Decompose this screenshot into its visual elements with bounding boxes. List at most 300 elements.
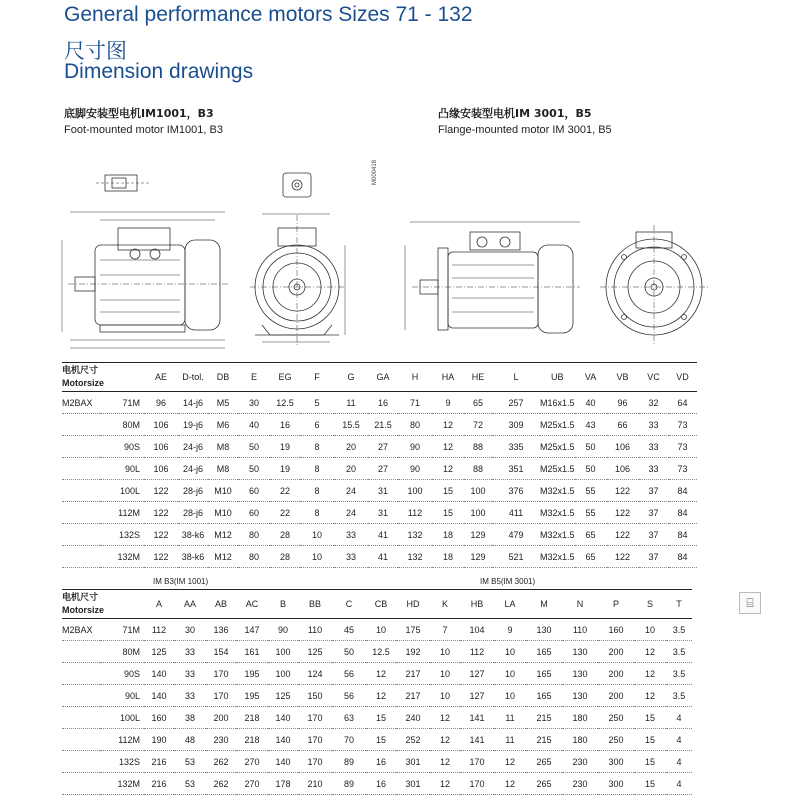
- column-header: T: [666, 590, 692, 619]
- table-cell: 110: [562, 619, 598, 641]
- column-header: LA: [494, 590, 526, 619]
- table-cell: 129: [464, 546, 492, 568]
- size-cell: 80M: [100, 414, 144, 436]
- table-cell: 3.5: [666, 685, 692, 707]
- dimension-table-1: [62, 362, 697, 568]
- table-cell: 16: [270, 414, 300, 436]
- table-cell: 125: [268, 685, 298, 707]
- table-cell: 216: [144, 773, 174, 795]
- table-cell: 150: [298, 685, 332, 707]
- table-row: [62, 546, 697, 568]
- table-cell: 122: [607, 524, 639, 546]
- table-row: [62, 502, 697, 524]
- table-cell: 230: [206, 729, 236, 751]
- table-cell: 521: [492, 546, 540, 568]
- table-cell: 16: [366, 751, 396, 773]
- table-cell: 122: [144, 524, 178, 546]
- column-header: HA: [432, 363, 464, 392]
- table-cell: 215: [526, 707, 562, 729]
- dimension-table-2: [62, 589, 692, 795]
- table-cell: 96: [144, 392, 178, 414]
- column-header: S: [634, 590, 666, 619]
- scan-icon-button[interactable]: ⌸: [739, 592, 761, 614]
- table-cell: 3.5: [666, 663, 692, 685]
- table-cell: 16: [366, 773, 396, 795]
- table-cell: 33: [334, 546, 368, 568]
- table-row: [62, 392, 697, 414]
- table-cell: 122: [607, 546, 639, 568]
- table-cell: 65: [575, 524, 607, 546]
- table-cell: 55: [575, 502, 607, 524]
- series-cell: [62, 414, 100, 436]
- table-cell: 28: [270, 546, 300, 568]
- table-cell: 270: [236, 751, 268, 773]
- table-cell: 38-k6: [178, 524, 208, 546]
- table-cell: 200: [598, 641, 634, 663]
- table-cell: 63: [332, 707, 366, 729]
- table-cell: 10: [430, 641, 460, 663]
- column-header: VC: [639, 363, 669, 392]
- table-cell: 165: [526, 641, 562, 663]
- column-header: HB: [460, 590, 494, 619]
- table-header-row: [62, 590, 692, 619]
- table-cell: 104: [460, 619, 494, 641]
- table-cell: 30: [238, 392, 270, 414]
- table-cell: 170: [298, 707, 332, 729]
- column-header: AA: [174, 590, 206, 619]
- table-cell: 84: [669, 502, 697, 524]
- size-cell: 90L: [100, 458, 144, 480]
- table-cell: 240: [396, 707, 430, 729]
- table-cell: 100: [464, 502, 492, 524]
- table-cell: 140: [144, 663, 174, 685]
- table-cell: 250: [598, 707, 634, 729]
- table-cell: 18: [432, 524, 464, 546]
- table-cell: 301: [396, 773, 430, 795]
- column-header: N: [562, 590, 598, 619]
- table-cell: 14-j6: [178, 392, 208, 414]
- foot-caption-zh: 底脚安装型电机IM1001，B3: [64, 107, 214, 120]
- drawing-code: M000418: [372, 159, 378, 185]
- table-cell: 90: [398, 458, 432, 480]
- table-cell: 10: [494, 641, 526, 663]
- table-cell: 11: [494, 707, 526, 729]
- table-cell: 45: [332, 619, 366, 641]
- column-header: L: [492, 363, 540, 392]
- table-cell: 170: [298, 729, 332, 751]
- table-cell: 15: [366, 707, 396, 729]
- table-cell: M16x1.5: [540, 392, 575, 414]
- series-cell: [62, 458, 100, 480]
- table-cell: 147: [236, 619, 268, 641]
- table-cell: 41: [368, 546, 398, 568]
- size-cell: 132M: [100, 546, 144, 568]
- size-cell: 90L: [100, 685, 144, 707]
- table-cell: 165: [526, 663, 562, 685]
- table-cell: 65: [575, 546, 607, 568]
- table-cell: 141: [460, 729, 494, 751]
- table-row: [62, 480, 697, 502]
- size-cell: 132S: [100, 751, 144, 773]
- table-cell: 4: [666, 707, 692, 729]
- table-cell: 170: [206, 685, 236, 707]
- table-cell: 48: [174, 729, 206, 751]
- table-cell: 100: [464, 480, 492, 502]
- table-cell: M32x1.5: [540, 502, 575, 524]
- series-cell: [62, 729, 100, 751]
- table-cell: M32x1.5: [540, 524, 575, 546]
- table-cell: 19: [270, 436, 300, 458]
- series-cell: [62, 480, 100, 502]
- table-cell: 60: [238, 480, 270, 502]
- motorsize-header-en: Motorsize: [62, 378, 105, 388]
- table-cell: 10: [366, 619, 396, 641]
- table-cell: 160: [144, 707, 174, 729]
- foot-motor-front-view: [250, 214, 345, 345]
- table-cell: 33: [639, 436, 669, 458]
- table-cell: 106: [607, 436, 639, 458]
- table-cell: 309: [492, 414, 540, 436]
- table-cell: 12: [430, 773, 460, 795]
- series-cell: [62, 502, 100, 524]
- table-cell: 12: [430, 707, 460, 729]
- table-cell: 12.5: [366, 641, 396, 663]
- table-cell: 28-j6: [178, 480, 208, 502]
- table-cell: 170: [460, 773, 494, 795]
- table-cell: M25x1.5: [540, 458, 575, 480]
- table-cell: 100: [268, 641, 298, 663]
- table-cell: 250: [598, 729, 634, 751]
- size-cell: 80M: [100, 641, 144, 663]
- table-cell: 15: [432, 480, 464, 502]
- series-cell: M2BAX: [62, 619, 100, 641]
- size-cell: 132M: [100, 773, 144, 795]
- motorsize-header: [62, 590, 144, 619]
- table-cell: 90: [398, 436, 432, 458]
- table-cell: 33: [174, 685, 206, 707]
- table-cell: 15: [634, 773, 666, 795]
- flange-caption-en: Flange-mounted motor IM 3001, B5: [438, 124, 612, 136]
- table-cell: 165: [526, 685, 562, 707]
- column-header: B: [268, 590, 298, 619]
- table-cell: 140: [268, 751, 298, 773]
- table-cell: 28-j6: [178, 502, 208, 524]
- table-row: [62, 685, 692, 707]
- column-header: G: [334, 363, 368, 392]
- table-cell: 33: [174, 641, 206, 663]
- table-cell: 252: [396, 729, 430, 751]
- table-cell: 376: [492, 480, 540, 502]
- table-cell: M25x1.5: [540, 414, 575, 436]
- table-cell: 15.5: [334, 414, 368, 436]
- table-cell: 56: [332, 685, 366, 707]
- table-cell: 200: [598, 685, 634, 707]
- table-cell: 479: [492, 524, 540, 546]
- table-cell: 301: [396, 751, 430, 773]
- table-cell: 195: [236, 663, 268, 685]
- table-cell: 27: [368, 458, 398, 480]
- column-header: BB: [298, 590, 332, 619]
- table-row: [62, 641, 692, 663]
- table-cell: 37: [639, 546, 669, 568]
- table-row: [62, 414, 697, 436]
- table-cell: 112: [144, 619, 174, 641]
- column-header: P: [598, 590, 634, 619]
- series-cell: [62, 641, 100, 663]
- table-cell: 24: [334, 480, 368, 502]
- table-cell: 50: [575, 458, 607, 480]
- table-cell: 106: [607, 458, 639, 480]
- table-cell: 19: [270, 458, 300, 480]
- table-cell: 33: [639, 458, 669, 480]
- table-cell: M32x1.5: [540, 546, 575, 568]
- table-cell: 154: [206, 641, 236, 663]
- series-cell: [62, 663, 100, 685]
- table-cell: 24-j6: [178, 436, 208, 458]
- table-cell: 4: [666, 773, 692, 795]
- flange-motor-front-view: [600, 225, 708, 345]
- table-cell: 12: [634, 641, 666, 663]
- table-cell: 80: [238, 546, 270, 568]
- column-header: GA: [368, 363, 398, 392]
- table-cell: 106: [144, 414, 178, 436]
- table-cell: 3.5: [666, 641, 692, 663]
- table-cell: 38: [174, 707, 206, 729]
- column-header: VD: [669, 363, 697, 392]
- table-cell: 100: [268, 663, 298, 685]
- table-cell: 300: [598, 773, 634, 795]
- table-cell: 50: [332, 641, 366, 663]
- dimension-drawings: [0, 0, 800, 360]
- table-cell: 12: [634, 685, 666, 707]
- table-cell: 33: [639, 414, 669, 436]
- series-cell: [62, 707, 100, 729]
- table-cell: 200: [598, 663, 634, 685]
- table-cell: 66: [607, 414, 639, 436]
- table-cell: 140: [268, 707, 298, 729]
- table-cell: 20: [334, 436, 368, 458]
- motorsize-header-zh: 电机尺寸: [62, 366, 99, 376]
- table-cell: 72: [464, 414, 492, 436]
- series-cell: [62, 546, 100, 568]
- table-cell: 31: [368, 480, 398, 502]
- table-cell: 12: [430, 751, 460, 773]
- table-cell: M6: [208, 414, 238, 436]
- table-cell: 88: [464, 458, 492, 480]
- table-cell: M12: [208, 546, 238, 568]
- table-cell: 12: [634, 663, 666, 685]
- table-cell: 192: [396, 641, 430, 663]
- table-cell: 127: [460, 685, 494, 707]
- table-cell: 32: [639, 392, 669, 414]
- table-cell: 80: [238, 524, 270, 546]
- table-cell: 10: [634, 619, 666, 641]
- table-cell: 50: [238, 436, 270, 458]
- group-label-b3: IM B3(IM 1001): [153, 577, 209, 586]
- table-cell: 88: [464, 436, 492, 458]
- table-row: [62, 524, 697, 546]
- table-cell: 170: [298, 751, 332, 773]
- table-cell: 180: [562, 707, 598, 729]
- column-header: VB: [607, 363, 639, 392]
- table-cell: 216: [144, 751, 174, 773]
- table-cell: 12.5: [270, 392, 300, 414]
- table-cell: 218: [236, 729, 268, 751]
- table-cell: 20: [334, 458, 368, 480]
- series-cell: [62, 751, 100, 773]
- column-header: F: [300, 363, 334, 392]
- table-cell: 170: [206, 663, 236, 685]
- table-cell: 24-j6: [178, 458, 208, 480]
- table-cell: 18: [432, 546, 464, 568]
- table-cell: 9: [494, 619, 526, 641]
- series-cell: [62, 685, 100, 707]
- column-header: UB: [540, 363, 575, 392]
- foot-caption-en: Foot-mounted motor IM1001, B3: [64, 124, 223, 136]
- table-cell: 122: [144, 546, 178, 568]
- table-cell: 10: [494, 663, 526, 685]
- table-cell: 12: [432, 436, 464, 458]
- table-cell: 112: [398, 502, 432, 524]
- table-cell: 11: [494, 729, 526, 751]
- page-subtitle: Dimension drawings: [64, 60, 254, 83]
- table-cell: M25x1.5: [540, 436, 575, 458]
- table-cell: 132: [398, 546, 432, 568]
- table-cell: 230: [562, 773, 598, 795]
- size-cell: 100L: [100, 480, 144, 502]
- table-cell: 31: [368, 502, 398, 524]
- size-cell: 71M: [100, 392, 144, 414]
- table-cell: 257: [492, 392, 540, 414]
- table-cell: 132: [398, 524, 432, 546]
- table-cell: 60: [238, 502, 270, 524]
- column-header: C: [332, 590, 366, 619]
- table-cell: M8: [208, 436, 238, 458]
- table-cell: 84: [669, 480, 697, 502]
- table-cell: M8: [208, 458, 238, 480]
- foot-motor-side-view: [62, 212, 230, 348]
- table-cell: 21.5: [368, 414, 398, 436]
- table-cell: 40: [238, 414, 270, 436]
- table-cell: 27: [368, 436, 398, 458]
- table-cell: 28: [270, 524, 300, 546]
- table-cell: 22: [270, 502, 300, 524]
- table-cell: 262: [206, 773, 236, 795]
- table-cell: 15: [634, 707, 666, 729]
- table-cell: 262: [206, 751, 236, 773]
- table-cell: 84: [669, 524, 697, 546]
- table-cell: 130: [562, 685, 598, 707]
- table-cell: 129: [464, 524, 492, 546]
- column-header: E: [238, 363, 270, 392]
- table-row: [62, 729, 692, 751]
- table-cell: 122: [607, 480, 639, 502]
- table-cell: 10: [430, 663, 460, 685]
- table-cell: 141: [460, 707, 494, 729]
- table-cell: 70: [332, 729, 366, 751]
- table-cell: 10: [300, 546, 334, 568]
- table-cell: 15: [366, 729, 396, 751]
- table-cell: 335: [492, 436, 540, 458]
- series-cell: [62, 524, 100, 546]
- table-cell: 73: [669, 414, 697, 436]
- table-cell: 38-k6: [178, 546, 208, 568]
- table-cell: 96: [607, 392, 639, 414]
- table-cell: 55: [575, 480, 607, 502]
- table-row: [62, 619, 692, 641]
- table-cell: 53: [174, 773, 206, 795]
- column-header: AB: [206, 590, 236, 619]
- table-cell: 12: [494, 751, 526, 773]
- table-cell: 106: [144, 458, 178, 480]
- table-row: [62, 663, 692, 685]
- table-cell: 140: [268, 729, 298, 751]
- column-header: HD: [396, 590, 430, 619]
- table-cell: 217: [396, 685, 430, 707]
- column-header: AE: [144, 363, 178, 392]
- table-cell: 8: [300, 480, 334, 502]
- table-cell: 80: [398, 414, 432, 436]
- table-cell: 218: [236, 707, 268, 729]
- table-cell: 161: [236, 641, 268, 663]
- terminal-box-detail: [283, 173, 311, 197]
- table-cell: 195: [236, 685, 268, 707]
- table-cell: 170: [460, 751, 494, 773]
- table-row: [62, 773, 692, 795]
- table-cell: 270: [236, 773, 268, 795]
- table-cell: 50: [575, 436, 607, 458]
- table-cell: 215: [526, 729, 562, 751]
- column-header: EG: [270, 363, 300, 392]
- table-cell: 56: [332, 663, 366, 685]
- size-cell: 112M: [100, 729, 144, 751]
- table-cell: 12: [366, 685, 396, 707]
- motorsize-header-zh: 电机尺寸: [62, 593, 99, 603]
- table-cell: 12: [494, 773, 526, 795]
- table-cell: 30: [174, 619, 206, 641]
- table-cell: 190: [144, 729, 174, 751]
- table-cell: 122: [144, 480, 178, 502]
- table-cell: 300: [598, 751, 634, 773]
- table-cell: 65: [464, 392, 492, 414]
- table-cell: 106: [144, 436, 178, 458]
- table-cell: 9: [432, 392, 464, 414]
- table-cell: 125: [144, 641, 174, 663]
- size-cell: 100L: [100, 707, 144, 729]
- series-cell: M2BAX: [62, 392, 100, 414]
- table-cell: 210: [298, 773, 332, 795]
- table-cell: 90: [268, 619, 298, 641]
- table-cell: M10: [208, 480, 238, 502]
- table-cell: 130: [562, 641, 598, 663]
- table-cell: 4: [666, 729, 692, 751]
- table-cell: M10: [208, 502, 238, 524]
- table-cell: 12: [432, 458, 464, 480]
- table-cell: 40: [575, 392, 607, 414]
- table-cell: 127: [460, 663, 494, 685]
- column-header: VA: [575, 363, 607, 392]
- table-cell: 10: [430, 685, 460, 707]
- motorsize-header-en: Motorsize: [62, 605, 105, 615]
- column-header: K: [430, 590, 460, 619]
- table-cell: 37: [639, 524, 669, 546]
- table-cell: M32x1.5: [540, 480, 575, 502]
- table-cell: 265: [526, 773, 562, 795]
- table-cell: 178: [268, 773, 298, 795]
- table-cell: 10: [494, 685, 526, 707]
- table-cell: 160: [598, 619, 634, 641]
- table-cell: 50: [238, 458, 270, 480]
